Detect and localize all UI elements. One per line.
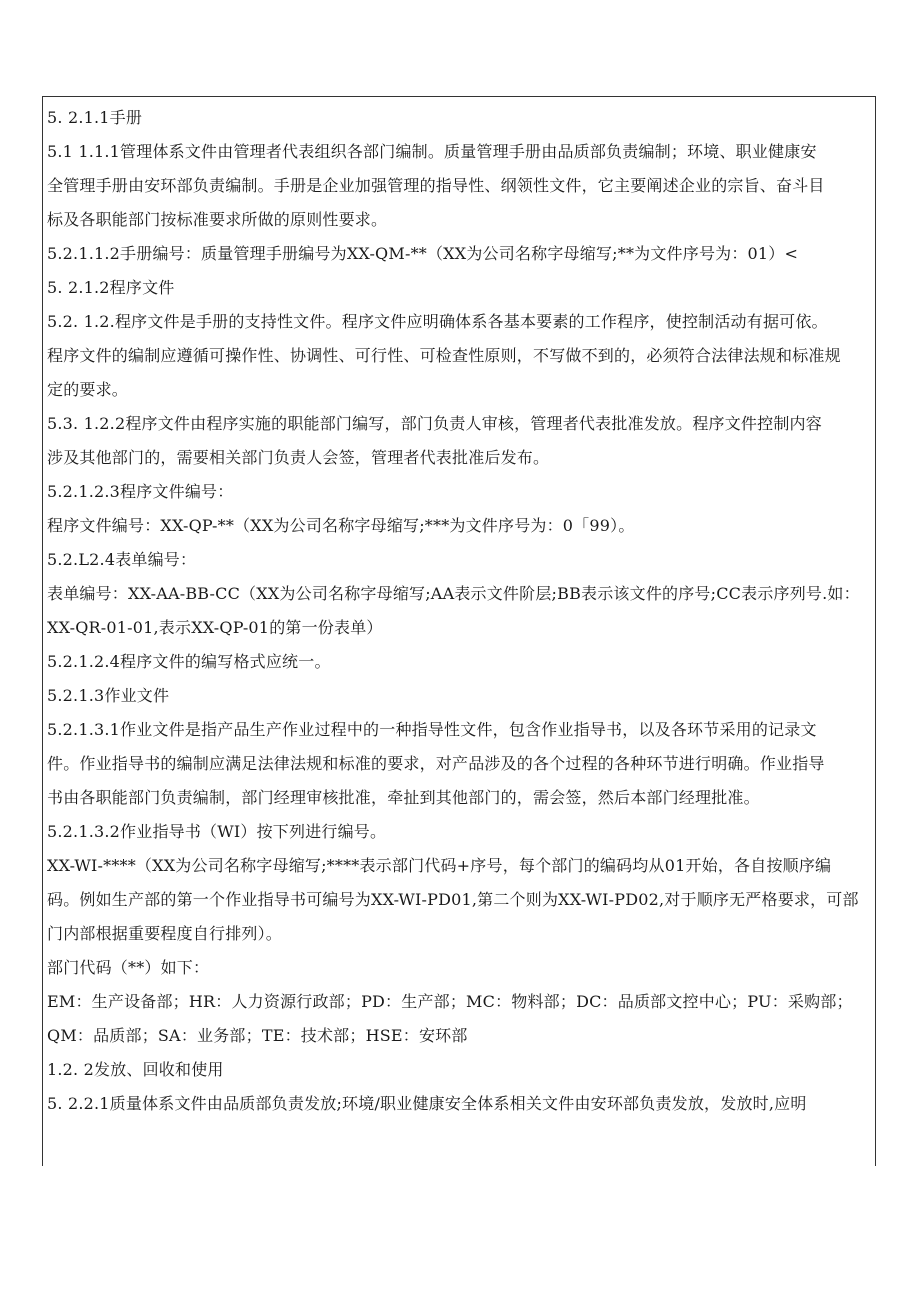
paragraph-line: 5.2.1.3.1作业文件是指产品生产作业过程中的一种指导性文件，包含作业指导书，以及各环节采用的记录文 bbox=[47, 720, 817, 739]
paragraph-line: XX-WI-****（XX为公司名称字母缩写;****表示部门代码+序号，每个部门的编码均从01开始，各自按顺序编 bbox=[47, 856, 832, 875]
department-codes-line: QM：品质部；SA：业务部；TE：技术部；HSE：安环部 bbox=[47, 1026, 468, 1045]
paragraph-line: 5.3. 1.2.2程序文件由程序实施的职能部门编写，部门负责人审核，管理者代表批准发放。程序文件控制内容 bbox=[47, 414, 822, 433]
paragraph-line: 定的要求。 bbox=[47, 380, 129, 399]
department-codes-heading: 部门代码（**）如下： bbox=[47, 958, 210, 977]
heading-manual: 5. 2.1.1手册 bbox=[47, 108, 143, 127]
paragraph-line: 表单编号：XX-AA-BB-CC（XX为公司名称字母缩写;AA表示文件阶层;BB表示该文件的序号;CC表示序列号.如： bbox=[47, 584, 860, 603]
document-frame bbox=[42, 96, 876, 1166]
paragraph-line: 5.2.1.2.4程序文件的编写格式应统一。 bbox=[47, 652, 331, 671]
document-body bbox=[43, 101, 875, 1121]
department-codes-line: EM：生产设备部；HR：人力资源行政部；PD：生产部；MC：物料部；DC：品质部文控中心；PU：采购部； bbox=[47, 992, 853, 1011]
paragraph-line: 5.2.1.3.2作业指导书（WI）按下列进行编号。 bbox=[47, 822, 387, 841]
heading-procedure-documents: 5. 2.1.2程序文件 bbox=[47, 278, 175, 297]
paragraph-line: 涉及其他部门的，需要相关部门负责人会签，管理者代表批准后发布。 bbox=[47, 448, 550, 467]
paragraph-line: 全管理手册由安环部负责编制。手册是企业加强管理的指导性、纲领性文件，它主要阐述企业的宗旨、奋斗目 bbox=[47, 176, 825, 195]
heading-procedure-numbering: 5.2.1.2.3程序文件编号： bbox=[47, 482, 234, 501]
paragraph-line: 5.2.1.1.2手册编号：质量管理手册编号为XX-QM-**（XX为公司名称字母缩写;**为文件序号为：01）< bbox=[47, 244, 799, 263]
paragraph-line: 5. 2.2.1质量体系文件由品质部负责发放;环境/职业健康安全体系相关文件由安环部负责发放，发放时,应明 bbox=[47, 1094, 807, 1113]
heading-work-documents: 5.2.1.3作业文件 bbox=[47, 686, 170, 705]
heading-form-numbering: 5.2.L2.4表单编号： bbox=[47, 550, 197, 569]
paragraph-line: 门内部根据重要程度自行排列）。 bbox=[47, 924, 283, 943]
paragraph-line: 5.1 1.1.1管理体系文件由管理者代表组织各部门编制。质量管理手册由品质部负责编制；环境、职业健康安 bbox=[47, 142, 817, 161]
paragraph-line: 书由各职能部门负责编制，部门经理审核批准，牵扯到其他部门的，需会签，然后本部门经理批准。 bbox=[47, 788, 760, 807]
paragraph-line: 码。例如生产部的第一个作业指导书可编号为XX-WI-PD01,第二个则为XX-WI-PD02,对于顺序无严格要求，可部 bbox=[47, 890, 859, 909]
paragraph-line: 5.2. 1.2.程序文件是手册的支持性文件。程序文件应明确体系各基本要素的工作程序，使控制活动有据可依。 bbox=[47, 312, 828, 331]
paragraph-line: 标及各职能部门按标准要求所做的原则性要求。 bbox=[47, 210, 388, 229]
paragraph-line: 程序文件编号：XX-QP-**（XX为公司名称字母缩写;***为文件序号为：0「99）。 bbox=[47, 516, 635, 535]
heading-distribution: 1.2. 2发放、回收和使用 bbox=[47, 1060, 224, 1079]
paragraph-line: 程序文件的编制应遵循可操作性、协调性、可行性、可检查性原则，不写做不到的，必须符合法律法规和标准规 bbox=[47, 346, 841, 365]
paragraph-line: XX-QR-01-01,表示XX-QP-01的第一份表单） bbox=[47, 618, 383, 637]
paragraph-line: 件。作业指导书的编制应满足法律法规和标准的要求，对产品涉及的各个过程的各种环节进行明确。作业指导 bbox=[47, 754, 825, 773]
